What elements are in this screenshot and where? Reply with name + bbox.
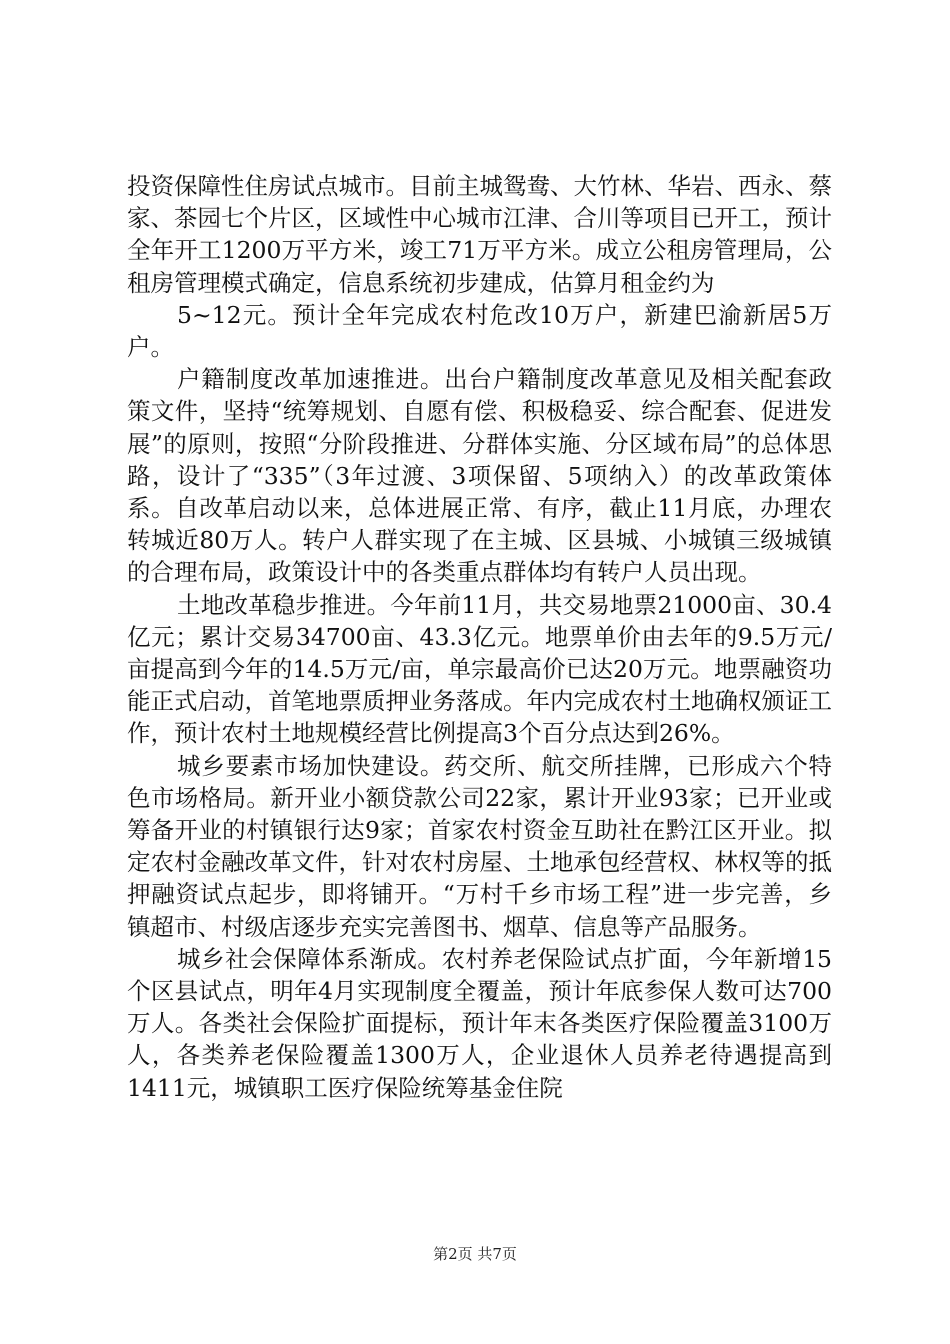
paragraph-household-registration-reform: 户籍制度改革加速推进。出台户籍制度改革意见及相关配套政策文件，坚持“统筹规划、自愿有偿、积极稳妥、综合配套、促进发展”的原则，按照“分阶段推进、分群体实施、分区域布局”的总体思路，设计了“335”（3年过渡、3项保留、5项纳入）的改革政策体系。自改革启动以来，总体进展正常、有序，截止11月底，办理农转城近80万人。转户人群实现了在主城、区县城、小城镇三级城镇的合理布局，政策设计中的各类重点群体均有转户人员出现。	[127, 365, 832, 587]
paragraph-housing-continued: 投资保障性住房试点城市。目前主城鸳鸯、大竹林、华岩、西永、蔡家、茶园七个片区，区域性中心城市江津、合川等项目已开工，预计全年开工1200万平方米，竣工71万平方米。成立公租房管理局，公租房管理模式确定，信息系统初步建成，估算月租金约为	[127, 172, 832, 297]
paragraph-factor-markets: 城乡要素市场加快建设。药交所、航交所挂牌，已形成六个特色市场格局。新开业小额贷款公司22家，累计开业93家；已开业或筹备开业的村镇银行达9家；首家农村资金互助社在黔江区开业。拟定农村金融改革文件，针对农村房屋、土地承包经营权、林权等的抵押融资试点起步，即将铺开。“万村千乡市场工程”进一步完善，乡镇超市、村级店逐步充实完善图书、烟草、信息等产品服务。	[127, 751, 832, 941]
paragraph-social-security: 城乡社会保障体系渐成。农村养老保险试点扩面，今年新增15个区县试点，明年4月实现制度全覆盖，预计年底参保人数可达700万人。各类社会保险扩面提标，预计年末各类医疗保险覆盖3100万人，各类养老保险覆盖1300万人，企业退休人员养老待遇提高到1411元，城镇职工医疗保险统筹基金住院	[127, 944, 832, 1102]
paragraph-land-reform: 土地改革稳步推进。今年前11月，共交易地票21000亩、30.4亿元；累计交易34700亩、43.3亿元。地票单价由去年的9.5万元/亩提高到今年的14.5万元/亩，单宗最高价已达20万元。地票融资功能正式启动，首笔地票质押业务落成。年内完成农村土地确权颁证工作，预计农村土地规模经营比例提高3个百分点达到26%。	[127, 590, 832, 748]
page-number-footer: 第2页 共7页	[433, 1245, 517, 1263]
document-body	[127, 170, 832, 1104]
paragraph-rent-and-renovation: 5~12元。预计全年完成农村危改10万户，新建巴渝新居5万户。	[127, 300, 832, 362]
